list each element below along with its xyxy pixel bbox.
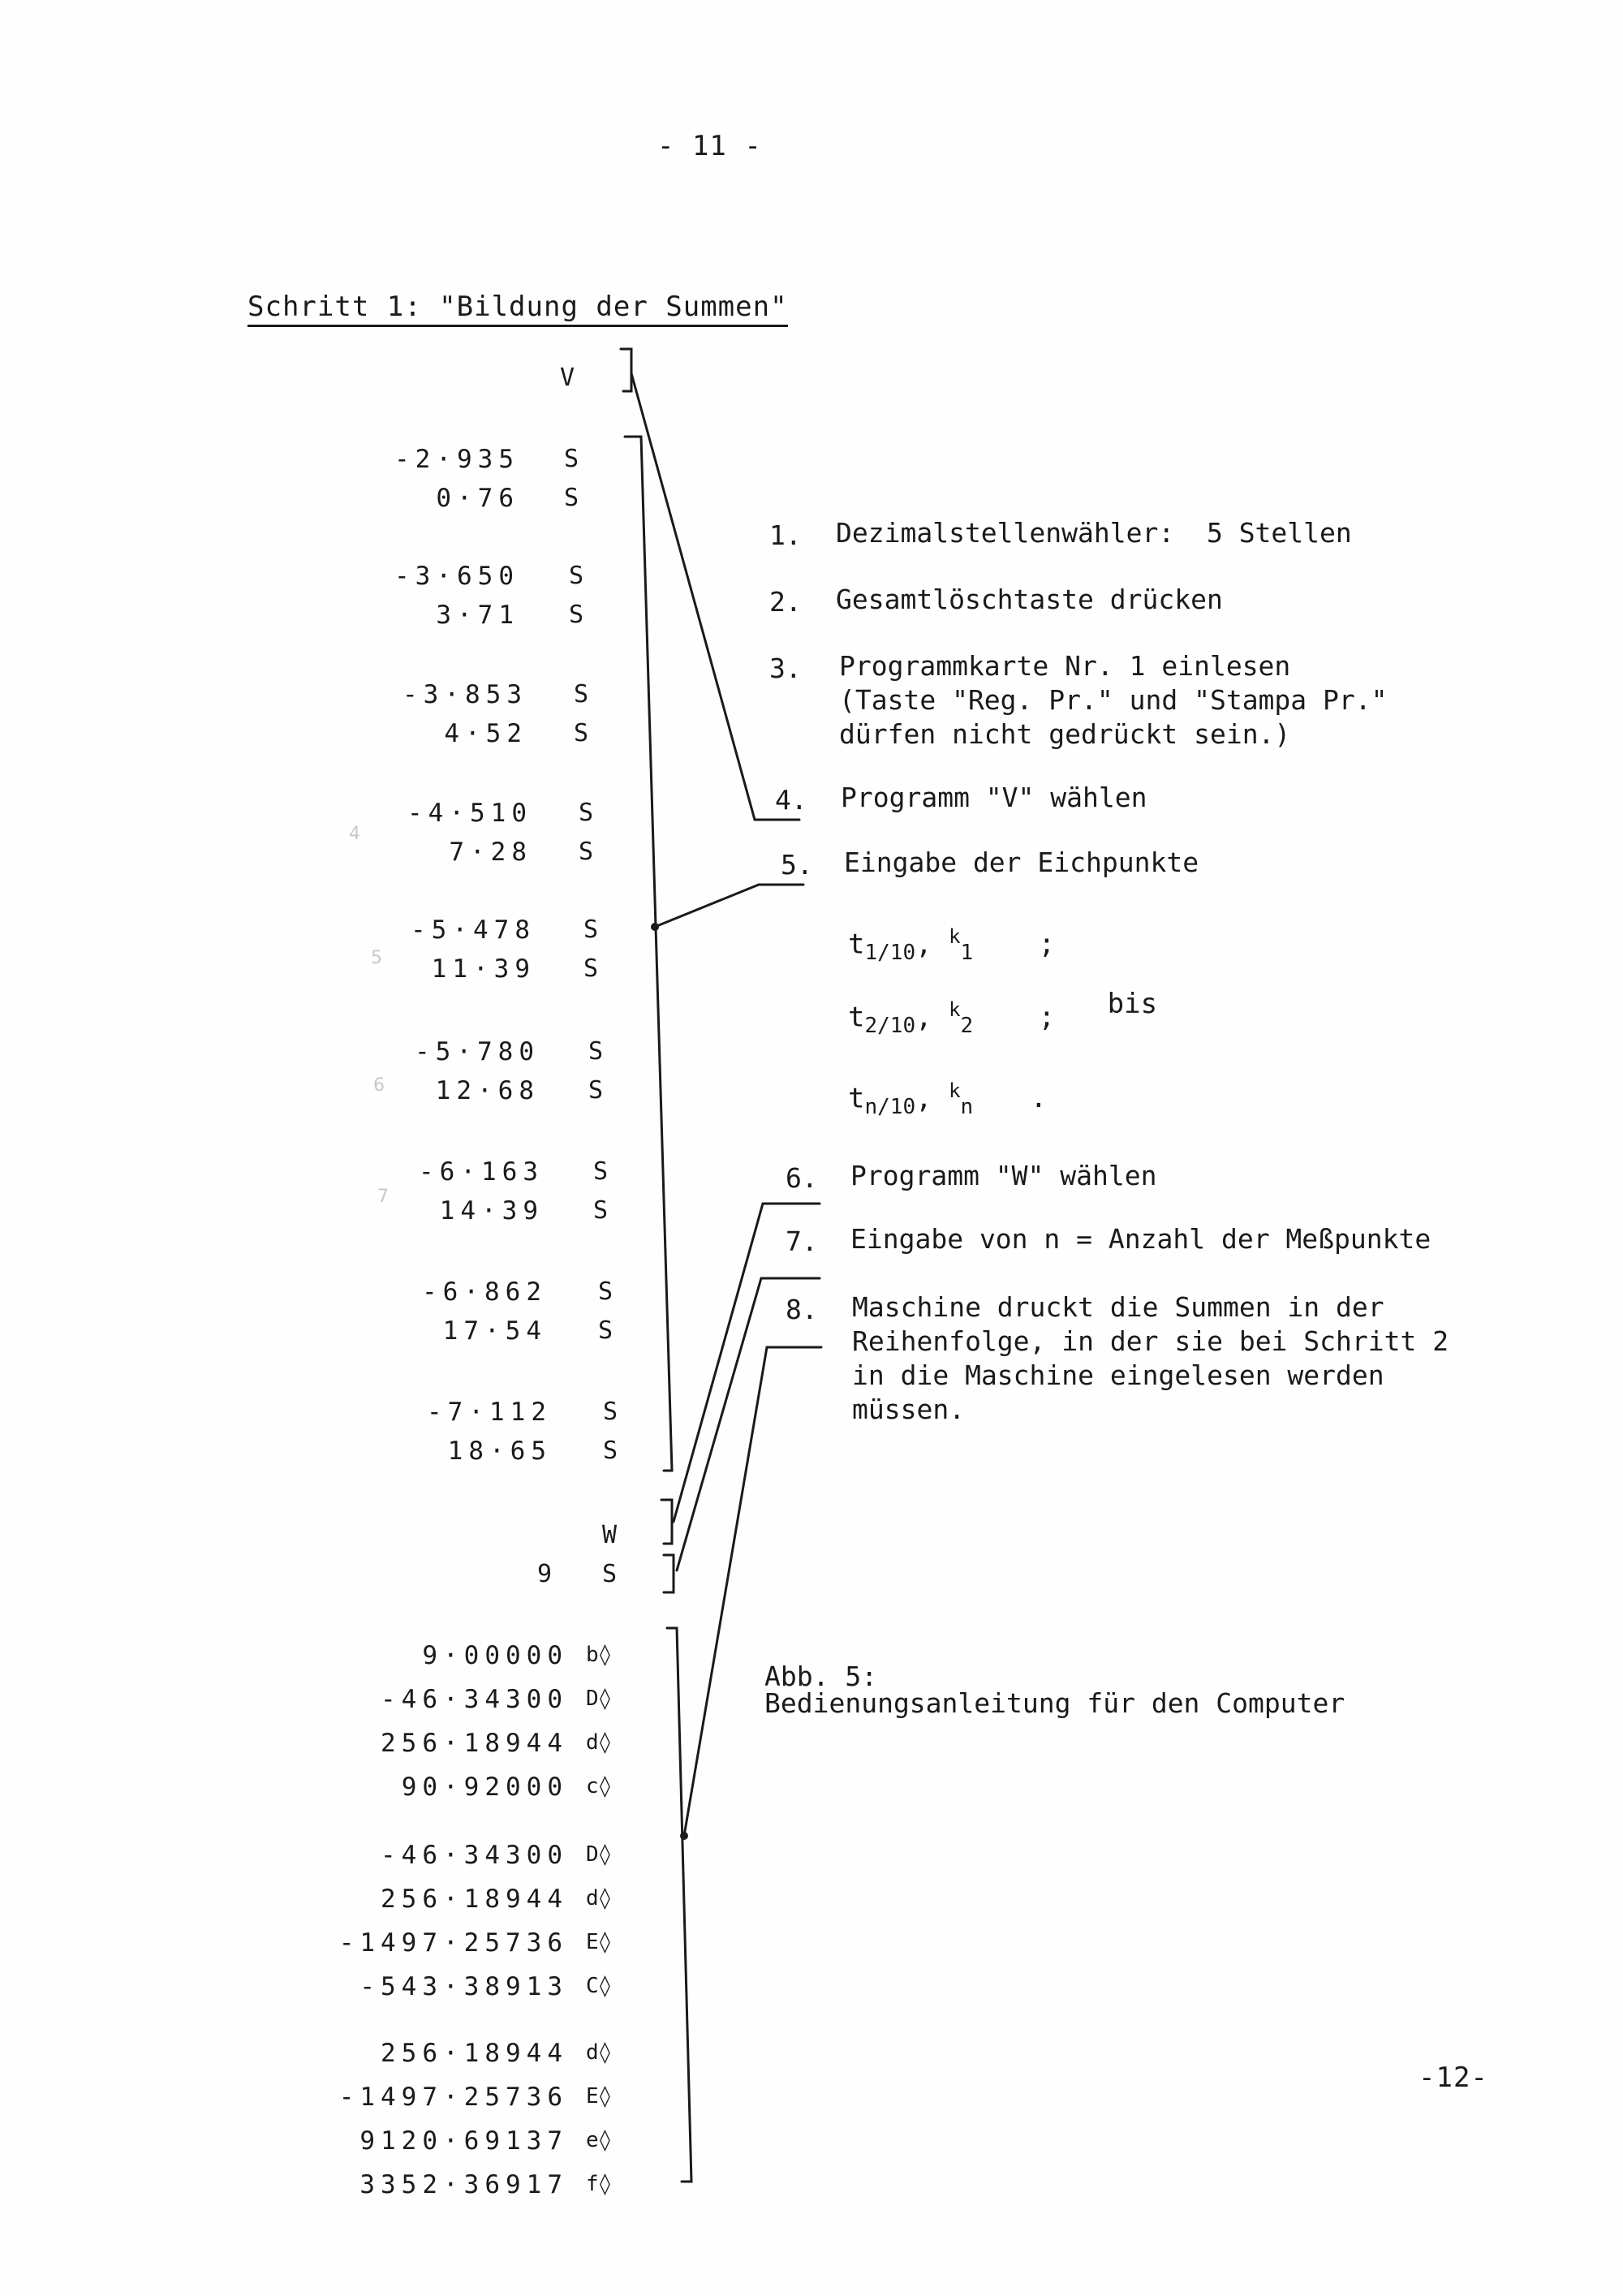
n-marker: S: [602, 1560, 618, 1588]
input-t-marker: S: [574, 680, 589, 709]
input-t-value: -4·510: [407, 799, 532, 828]
input-k-marker: S: [598, 1316, 613, 1345]
input-k-value: 4·52: [444, 719, 527, 748]
connector-step-5: [655, 885, 803, 927]
output-sum-value: 90·92000: [401, 1773, 568, 1802]
input-k-value: 7·28: [449, 838, 532, 867]
input-k-marker: S: [593, 1196, 609, 1225]
input-t-marker: S: [593, 1157, 609, 1186]
output-register-code: E◊: [586, 2084, 612, 2109]
step-text-2: Gesamtlöschtaste drücken: [836, 584, 1223, 615]
step-text-7: Eingabe von n = Anzahl der Meßpunkte: [850, 1223, 1431, 1255]
step-number-7: 7.: [786, 1226, 818, 1257]
step-text-5: Eingabe der Eichpunkte: [844, 846, 1199, 878]
bracket-inputs: [625, 437, 672, 1471]
output-sum-value: 3352·36917: [359, 2170, 568, 2199]
step-number-3: 3.: [769, 653, 802, 684]
n-value: 9: [537, 1560, 553, 1588]
input-t-value: -2·935: [394, 445, 519, 474]
input-t-value: -3·650: [394, 562, 519, 591]
input-t-marker: S: [598, 1277, 613, 1306]
input-k-marker: S: [579, 838, 594, 866]
margin-note-5: 5: [371, 948, 382, 968]
input-k-value: 11·39: [431, 954, 536, 984]
input-k-value: 14·39: [439, 1196, 544, 1226]
input-t-marker: S: [603, 1398, 618, 1426]
step-number-6: 6.: [786, 1162, 818, 1194]
margin-note-7: 7: [377, 1187, 389, 1207]
step-text-1: Dezimalstellenwähler: 5 Stellen: [836, 517, 1352, 549]
output-sum-value: -1497·25736: [338, 1928, 568, 1958]
output-sum-value: -1497·25736: [338, 2083, 568, 2112]
output-sum-value: 256·18944: [381, 1729, 568, 1758]
step-number-5: 5.: [781, 849, 813, 881]
bracket-w: [661, 1500, 672, 1544]
input-k-value: 0·76: [436, 484, 519, 513]
output-register-code: E◊: [586, 1930, 612, 1954]
bracket-v: [621, 349, 631, 391]
margin-note-4: 4: [349, 824, 360, 844]
connector-step-4: [631, 373, 799, 820]
input-k-marker: S: [583, 954, 599, 983]
input-k-value: 12·68: [435, 1076, 540, 1105]
input-k-marker: S: [574, 719, 589, 747]
input-t-value: -3·853: [403, 680, 527, 709]
input-t-marker: S: [583, 915, 599, 944]
program-v-label: V: [560, 364, 575, 392]
input-k-marker: S: [569, 601, 584, 629]
page-number: - 11 -: [657, 130, 762, 162]
step-number-1: 1.: [769, 519, 802, 551]
input-k-value: 17·54: [442, 1316, 547, 1346]
program-w-label: W: [602, 1521, 618, 1549]
output-register-code: C◊: [586, 1974, 612, 1998]
input-t-value: -6·862: [422, 1277, 547, 1307]
connector-step-7: [677, 1278, 820, 1570]
input-t-value: -5·780: [415, 1037, 540, 1066]
step-number-4: 4.: [775, 784, 807, 816]
output-sum-value: -46·34300: [381, 1841, 568, 1870]
output-register-code: e◊: [586, 2128, 612, 2152]
step-text-6: Programm "W" wählen: [850, 1160, 1157, 1191]
connector-step-8: [684, 1347, 821, 1836]
input-t-value: -7·112: [427, 1398, 552, 1427]
output-register-code: f◊: [586, 2172, 612, 2196]
output-register-code: d◊: [586, 2040, 612, 2065]
step-text-4: Programm "V" wählen: [841, 782, 1147, 813]
step-text-3: Programmkarte Nr. 1 einlesen (Taste "Reg. Pr." und "Stampa Pr." dürfen nicht gedrückt sein.): [839, 650, 1388, 750]
formula-1: $t_{1/10}$, $^k_1$ ;: [848, 925, 1056, 966]
junction-dot-inputs: [651, 923, 659, 931]
input-k-marker: S: [564, 484, 579, 512]
input-k-value: 3·71: [436, 601, 519, 630]
input-t-marker: S: [588, 1037, 604, 1066]
input-t-marker: S: [564, 445, 579, 473]
input-t-marker: S: [569, 562, 584, 590]
output-register-code: D◊: [586, 1842, 612, 1867]
margin-note-6: 6: [373, 1075, 385, 1096]
output-register-code: b◊: [586, 1643, 612, 1667]
output-sum-value: 256·18944: [381, 1885, 568, 1914]
output-sum-value: -46·34300: [381, 1685, 568, 1714]
junction-dot-outputs: [680, 1832, 688, 1840]
output-sum-value: 9·00000: [422, 1641, 568, 1670]
output-sum-value: 9120·69137: [359, 2126, 568, 2156]
formula-2: $t_{2/10}$, $^k_2$ ; bis: [848, 988, 1158, 1039]
output-register-code: d◊: [586, 1886, 612, 1910]
input-k-value: 18·65: [447, 1437, 552, 1466]
step-text-8: Maschine druckt die Summen in der Reihenfolge, in der sie bei Schritt 2 in die Maschine eingelesen werden müssen.: [852, 1291, 1449, 1425]
figure-caption-label: Abb. 5:: [764, 1661, 878, 1692]
output-register-code: d◊: [586, 1730, 612, 1755]
bracket-n: [664, 1555, 674, 1592]
input-t-value: -5·478: [411, 915, 536, 945]
bracket-outputs: [667, 1628, 691, 2182]
input-k-marker: S: [588, 1076, 604, 1105]
section-title: Schritt 1: "Bildung der Summen": [248, 291, 788, 327]
output-register-code: D◊: [586, 1686, 612, 1711]
figure-caption-text: Bedienungsanleitung für den Computer: [764, 1687, 1345, 1719]
step-number-2: 2.: [769, 586, 802, 618]
input-t-marker: S: [579, 799, 594, 827]
output-sum-value: 256·18944: [381, 2039, 568, 2068]
output-sum-value: -543·38913: [359, 1972, 568, 2001]
input-k-marker: S: [603, 1437, 618, 1465]
next-page-marker: -12-: [1419, 2061, 1488, 2094]
step-number-8: 8.: [786, 1294, 818, 1325]
input-t-value: -6·163: [419, 1157, 544, 1187]
output-register-code: c◊: [586, 1774, 612, 1798]
formula-n: $t_{n/10}$, $^k_n$ .: [848, 1079, 1048, 1120]
